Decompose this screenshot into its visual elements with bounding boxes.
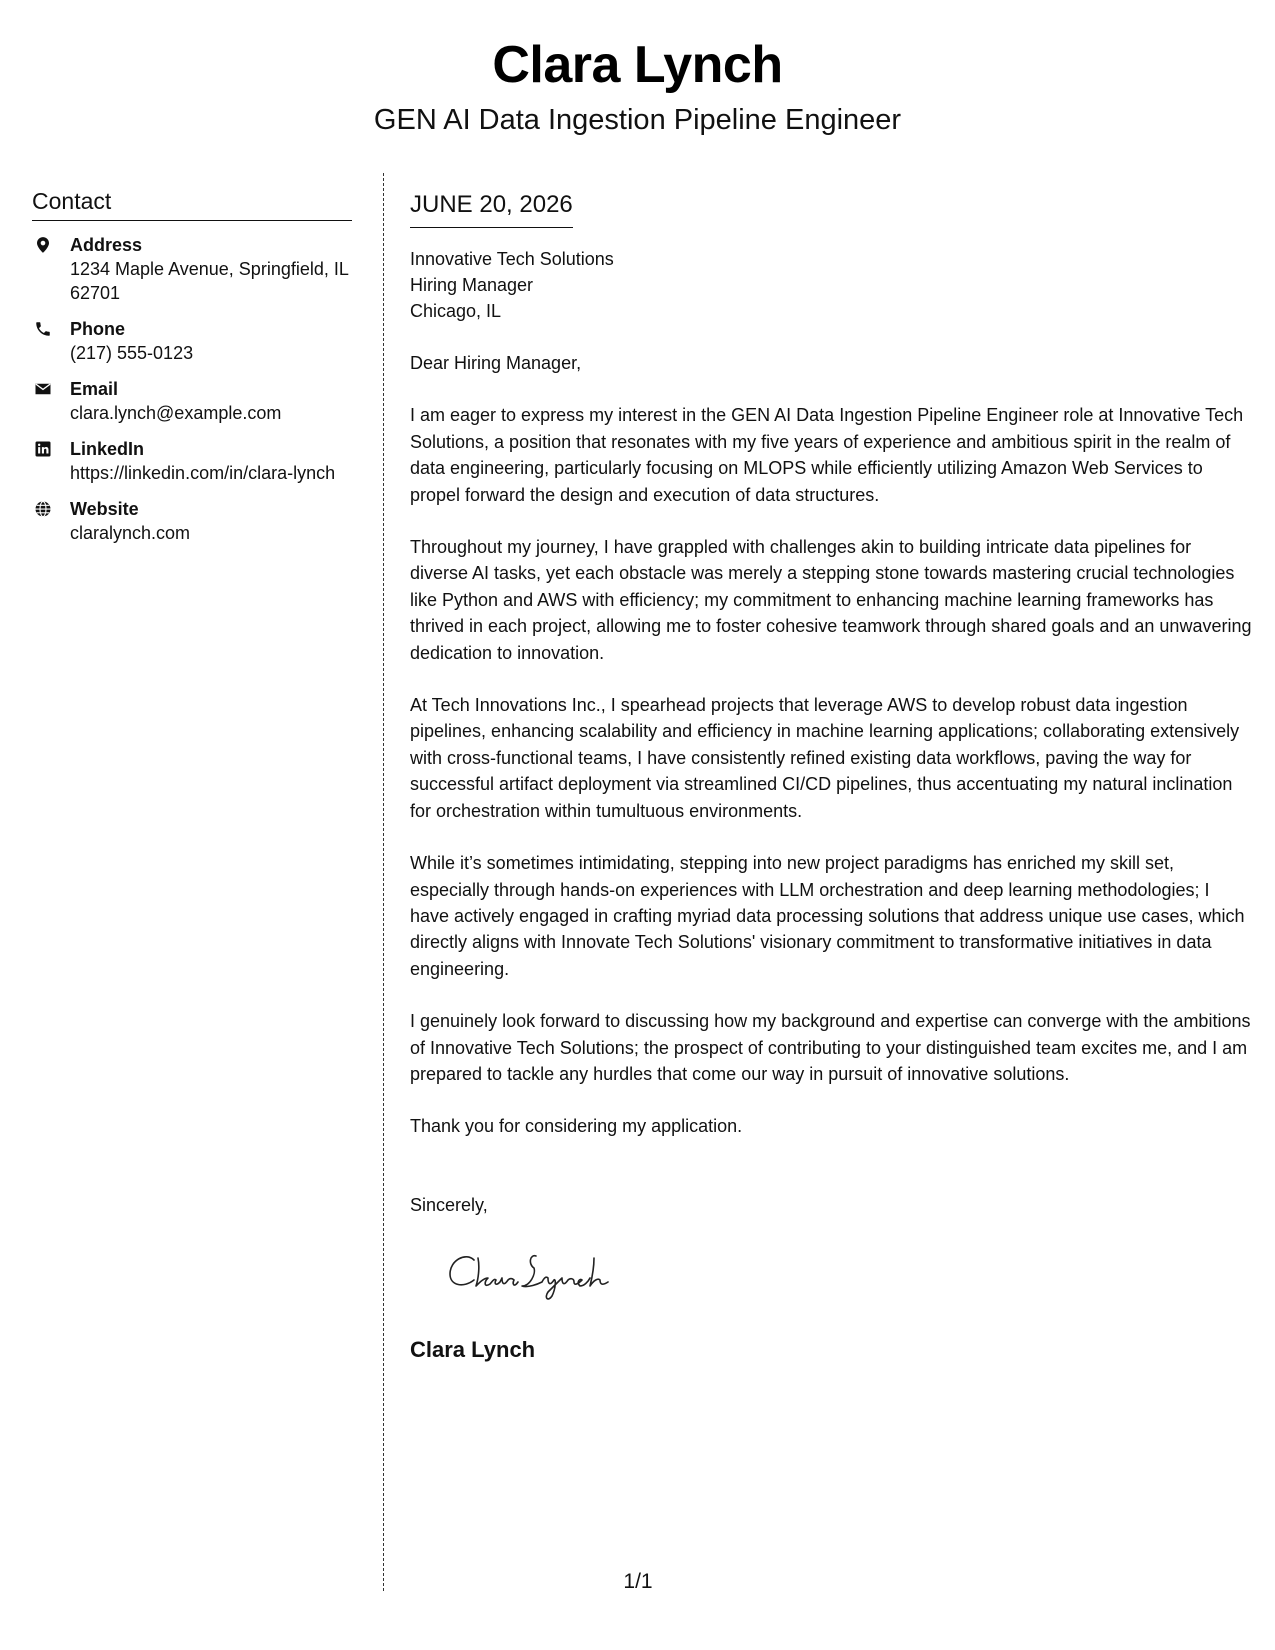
- envelope-icon: [32, 377, 70, 398]
- recipient-location: Chicago, IL: [410, 301, 502, 321]
- signer-name: Clara Lynch: [410, 1337, 536, 1363]
- location-pin-icon: [32, 233, 70, 254]
- website-value: claralynch.com: [70, 523, 191, 543]
- linkedin-icon: [32, 437, 70, 458]
- contact-label: Address: [70, 235, 143, 255]
- recipient-role: Hiring Manager: [410, 275, 534, 295]
- phone-value: (217) 555-0123: [70, 343, 194, 363]
- contact-label: Phone: [70, 319, 126, 339]
- job-title: GEN AI Data Ingestion Pipeline Engineer: [373, 104, 902, 136]
- paragraph: At Tech Innovations Inc., I spearhead projects that leverage AWS to develop robust data ingestion pipelines, enhancing scalability and efficiency in machine learning applications; collaborating extensively with cross-functional teams, I have consistently refined existing data workflows, paving the way for successful artifact deployment via streamlined CI/CD pipelines, thus accentuating my natural inclination for orchestration within tumultuous environments.: [410, 695, 1240, 821]
- letter-body: [410, 189, 1252, 1364]
- paragraph: While it’s sometimes intimidating, stepping into new project paradigms has enriched my skill set, especially through hands-on experiences with LLM orchestration and deep learning methodologies; I have actively engaged in crafting myriad data processing solutions that address unique use cases, which directly aligns with Innovate Tech Solutions' visionary commitment to transformative initiatives in data engineering.: [410, 853, 1245, 979]
- contact-item-linkedin: [32, 437, 352, 485]
- contact-label: Website: [70, 499, 139, 519]
- linkedin-value: https://linkedin.com/in/clara-lynch: [70, 463, 336, 483]
- contact-item-email: [32, 377, 352, 425]
- contact-heading: Contact: [32, 186, 352, 221]
- recipient-company: Innovative Tech Solutions: [410, 249, 614, 269]
- column-divider: [383, 173, 384, 1591]
- paragraph: Throughout my journey, I have grappled with challenges akin to building intricate data pipelines for diverse AI tasks, yet each obstacle was merely a stepping stone towards mastering crucial technologies like Python and AWS with efficiency; my commitment to enhancing machine learning frameworks has thrived in each project, allowing me to foster cohesive teamwork through shared goals and an unwavering dedication to innovation.: [410, 537, 1252, 663]
- letter-date: JUNE 20, 2026: [410, 189, 573, 228]
- recipient-block: [410, 246, 1252, 324]
- header: [0, 30, 1275, 140]
- page-number: 1/1: [623, 1570, 653, 1593]
- phone-icon: [32, 317, 70, 338]
- applicant-name: Clara Lynch: [492, 36, 783, 94]
- address-value: 1234 Maple Avenue, Springfield, IL 62701: [70, 259, 349, 303]
- contact-sidebar: [32, 186, 352, 557]
- closing: Sincerely,: [410, 1194, 488, 1215]
- thank-you-line: Thank you for considering my application.: [410, 1116, 743, 1137]
- handwritten-signature: [444, 1238, 1252, 1318]
- paragraph: I am eager to express my interest in the GEN AI Data Ingestion Pipeline Engineer role at Innovative Tech Solutions, a position that resonates with my five years of experience and ambitious spirit in the realm of data engineering, particularly focusing on MLOPS while efficiently utilizing Amazon Web Services to propel forward the design and execution of data structures.: [410, 405, 1244, 505]
- salutation: Dear Hiring Manager,: [410, 353, 582, 373]
- contact-item-address: [32, 233, 352, 305]
- contact-item-phone: [32, 317, 352, 365]
- globe-icon: [32, 497, 70, 518]
- contact-label: LinkedIn: [70, 439, 145, 459]
- contact-label: Email: [70, 379, 119, 399]
- contact-item-website: [32, 497, 352, 545]
- email-value: clara.lynch@example.com: [70, 403, 282, 423]
- paragraph: I genuinely look forward to discussing how my background and expertise can converge with the ambitions of Innovative Tech Solutions; the prospect of contributing to your distinguished team excites me, and I am prepared to tackle any hurdles that come our way in pursuit of innovative solutions.: [410, 1011, 1251, 1084]
